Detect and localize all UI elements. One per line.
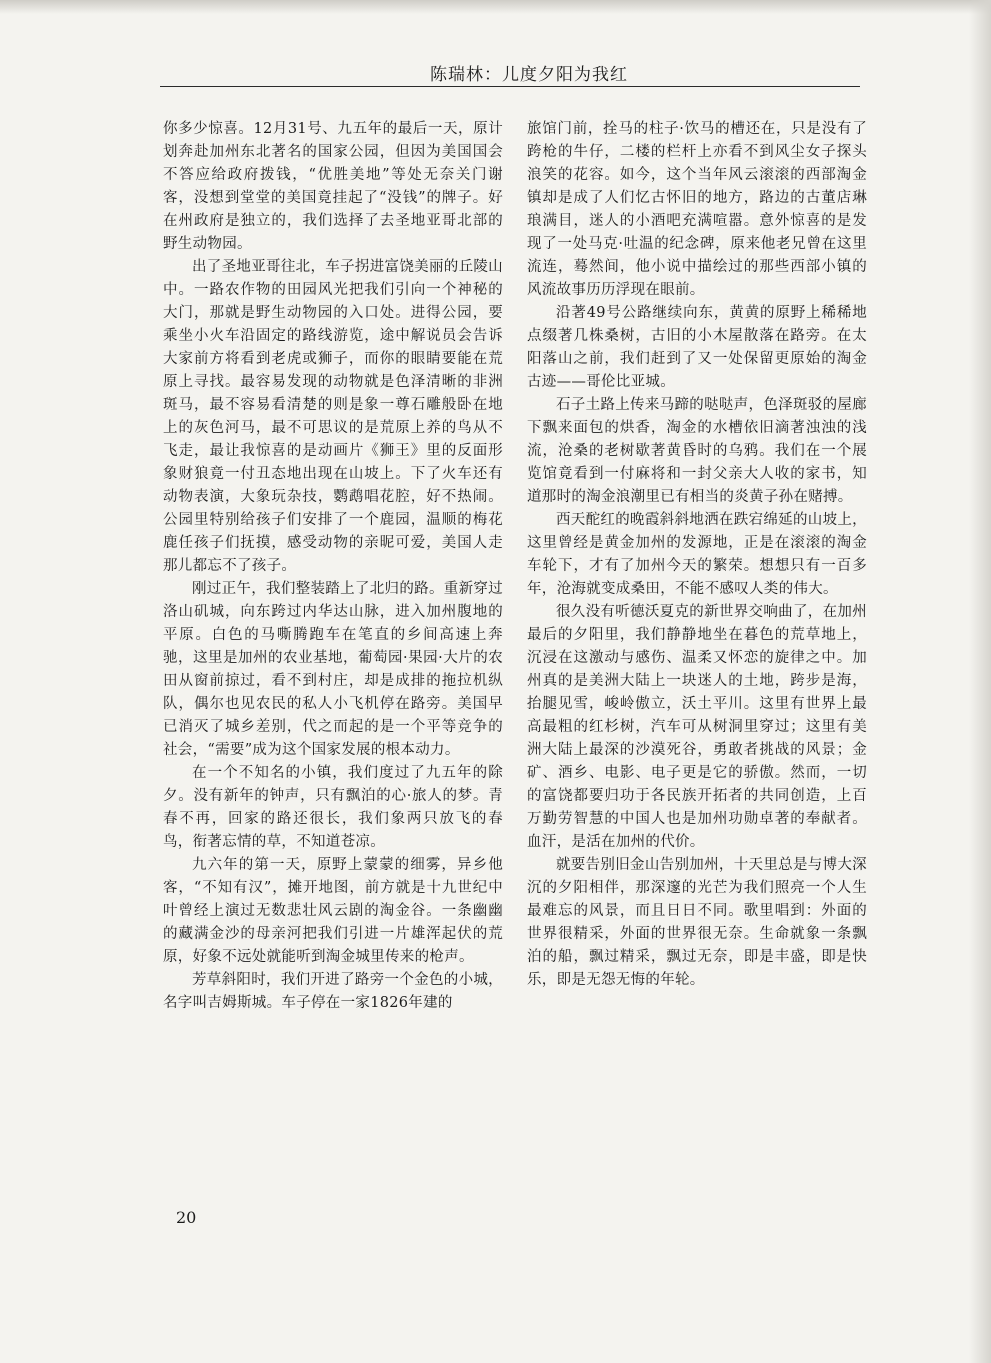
paragraph: 石子土路上传来马蹄的哒哒声，色泽斑驳的屋廊下飘来面包的烘香，淘金的水槽依旧滴著浊浊的浅流，沧桑的老树歇著黄昏时的乌鸦。我们在一个展览馆竟看到一付麻将和一封父亲大人收的家书，知道那时的淘金浪潮里已有相当的炎黄子孙在赌搏。 bbox=[527, 397, 867, 505]
paragraph: 芳草斜阳时，我们开进了路旁一个金色的小城，名字叫吉姆斯城。车子停在一家1826年建的 bbox=[163, 972, 503, 1011]
paragraph: 出了圣地亚哥往北，车子拐进富饶美丽的丘陵山中。一路农作物的田园风光把我们引向一个神秘的大门，那就是野生动物园的入口处。进得公园，要乘坐小火车沿固定的路线游览，途中解说员会告诉大家前方将看到老虎或狮子，而你的眼睛要能在荒原上寻找。最容易发现的动物就是色泽清晰的非洲斑马，最不容易看清楚的则是象一尊石雕般卧在地上的灰色河马，最不可思议的是荒原上养的鸟从不飞走，最让我惊喜的是动画片《狮王》里的反面形象财狼竟一付丑态地出现在山坡上。下了火车还有动物表演，大象玩杂技，鹦鹉唱花腔，好不热闹。公园里特别给孩子们安排了一个鹿园，温顺的梅花鹿任孩子们抚摸，感受动物的亲昵可爱，美国人走那儿都忘不了孩子。 bbox=[163, 259, 503, 574]
paragraph: 旅馆门前，拴马的柱子·饮马的槽还在，只是没有了跨枪的牛仔，二楼的栏杆上亦看不到风尘女子探头浪笑的花容。如今，这个当年风云滚滚的西部淘金镇却是成了人们忆古怀旧的地方，路边的古董店琳琅满目，迷人的小酒吧充满喧嚣。意外惊喜的是发现了一处马克·吐温的纪念碑，原来他老兄曾在这里流连，蓦然间，他小说中描绘过的那些西部小镇的风流故事历历浮现在眼前。 bbox=[527, 121, 867, 298]
page-number: 20 bbox=[176, 1208, 197, 1227]
header-rule bbox=[160, 86, 860, 87]
paragraph: 很久没有听德沃夏克的新世界交响曲了，在加州最后的夕阳里，我们静静地坐在暮色的荒草地上，沉浸在这激动与感伤、温柔又怀恋的旋律之中。加州真的是美洲大陆上一块迷人的土地，跨步是海，抬腿见雪，峻岭傲立，沃土平川。这里有世界上最高最粗的红杉树，汽车可从树洞里穿过；这里有美洲大陆上最深的沙漠死谷，勇敢者挑战的风景；金矿、酒乡、电影、电子更是它的骄傲。然而，一切的富饶都要归功于各民族开拓者的共同创造，上百万勤劳智慧的中国人也是加州功勋卓著的奉献者。血汗，是活在加州的代价。 bbox=[527, 604, 867, 850]
paragraph: 西天酡红的晚霞斜斜地洒在跌宕绵延的山坡上，这里曾经是黄金加州的发源地，正是在滚滚的淘金车轮下，才有了加州今天的繁荣。想想只有一百多年，沧海就变成桑田，不能不感叹人类的伟大。 bbox=[527, 512, 867, 597]
left-column bbox=[163, 118, 503, 1015]
paragraph: 九六年的第一天，原野上蒙蒙的细雾，异乡他客，“不知有汉”，摊开地图，前方就是十九世纪中叶曾经上演过无数悲壮风云剧的淘金谷。一条幽幽的藏满金沙的母亲河把我们引进一片雄浑起伏的荒原，好象不远处就能听到淘金城里传来的枪声。 bbox=[163, 857, 503, 965]
paragraph: 在一个不知名的小镇，我们度过了九五年的除夕。没有新年的钟声，只有飘泊的心·旅人的梦。青春不再，回家的路还很长，我们象两只放飞的春鸟，衔著忘情的草，不知道苍凉。 bbox=[163, 765, 503, 850]
paragraph: 沿著49号公路继续向东，黄黄的原野上稀稀地点缀著几株桑树，古旧的小木屋散落在路旁。在太阳落山之前，我们赶到了又一处保留更原始的淘金古迹——哥伦比亚城。 bbox=[527, 305, 867, 390]
paragraph: 就要告别旧金山告别加州，十天里总是与博大深沉的夕阳相伴，那深邃的光芒为我们照亮一个人生最难忘的风景，而且日日不同。歌里唱到：外面的世界很精采，外面的世界很无奈。生命就象一条飘泊的船，飘过精采，飘过无奈，即是丰盛，即是快乐，即是无怨无悔的年轮。 bbox=[527, 857, 867, 988]
right-column bbox=[527, 118, 867, 992]
scan-shadow-top bbox=[0, 0, 991, 14]
running-title: 陈瑞林：儿度夕阳为我红 bbox=[430, 65, 628, 85]
paragraph: 刚过正午，我们整装踏上了北归的路。重新穿过洛山矶城，向东跨过内华达山脉，进入加州腹地的平原。白色的马嘶腾跑车在笔直的乡间高速上奔驰，这里是加州的农业基地，葡萄园·果园·大片的农田从窗前掠过，看不到村庄，却是成排的拖拉机纵队，偶尔也见农民的私人小飞机停在路旁。美国早已消灭了城乡差别，代之而起的是一个平等竞争的社会，“需要”成为这个国家发展的根本动力。 bbox=[163, 581, 503, 758]
scan-shadow-right bbox=[969, 0, 991, 1363]
paragraph: 你多少惊喜。12月31号、九五年的最后一天，原计划奔赴加州东北著名的国家公园，但因为美国国会不答应给政府拨钱，“优胜美地”等处无奈关门谢客，没想到堂堂的美国竟挂起了“没钱”的牌子。好在州政府是独立的，我们选择了去圣地亚哥北部的野生动物园。 bbox=[163, 121, 503, 252]
